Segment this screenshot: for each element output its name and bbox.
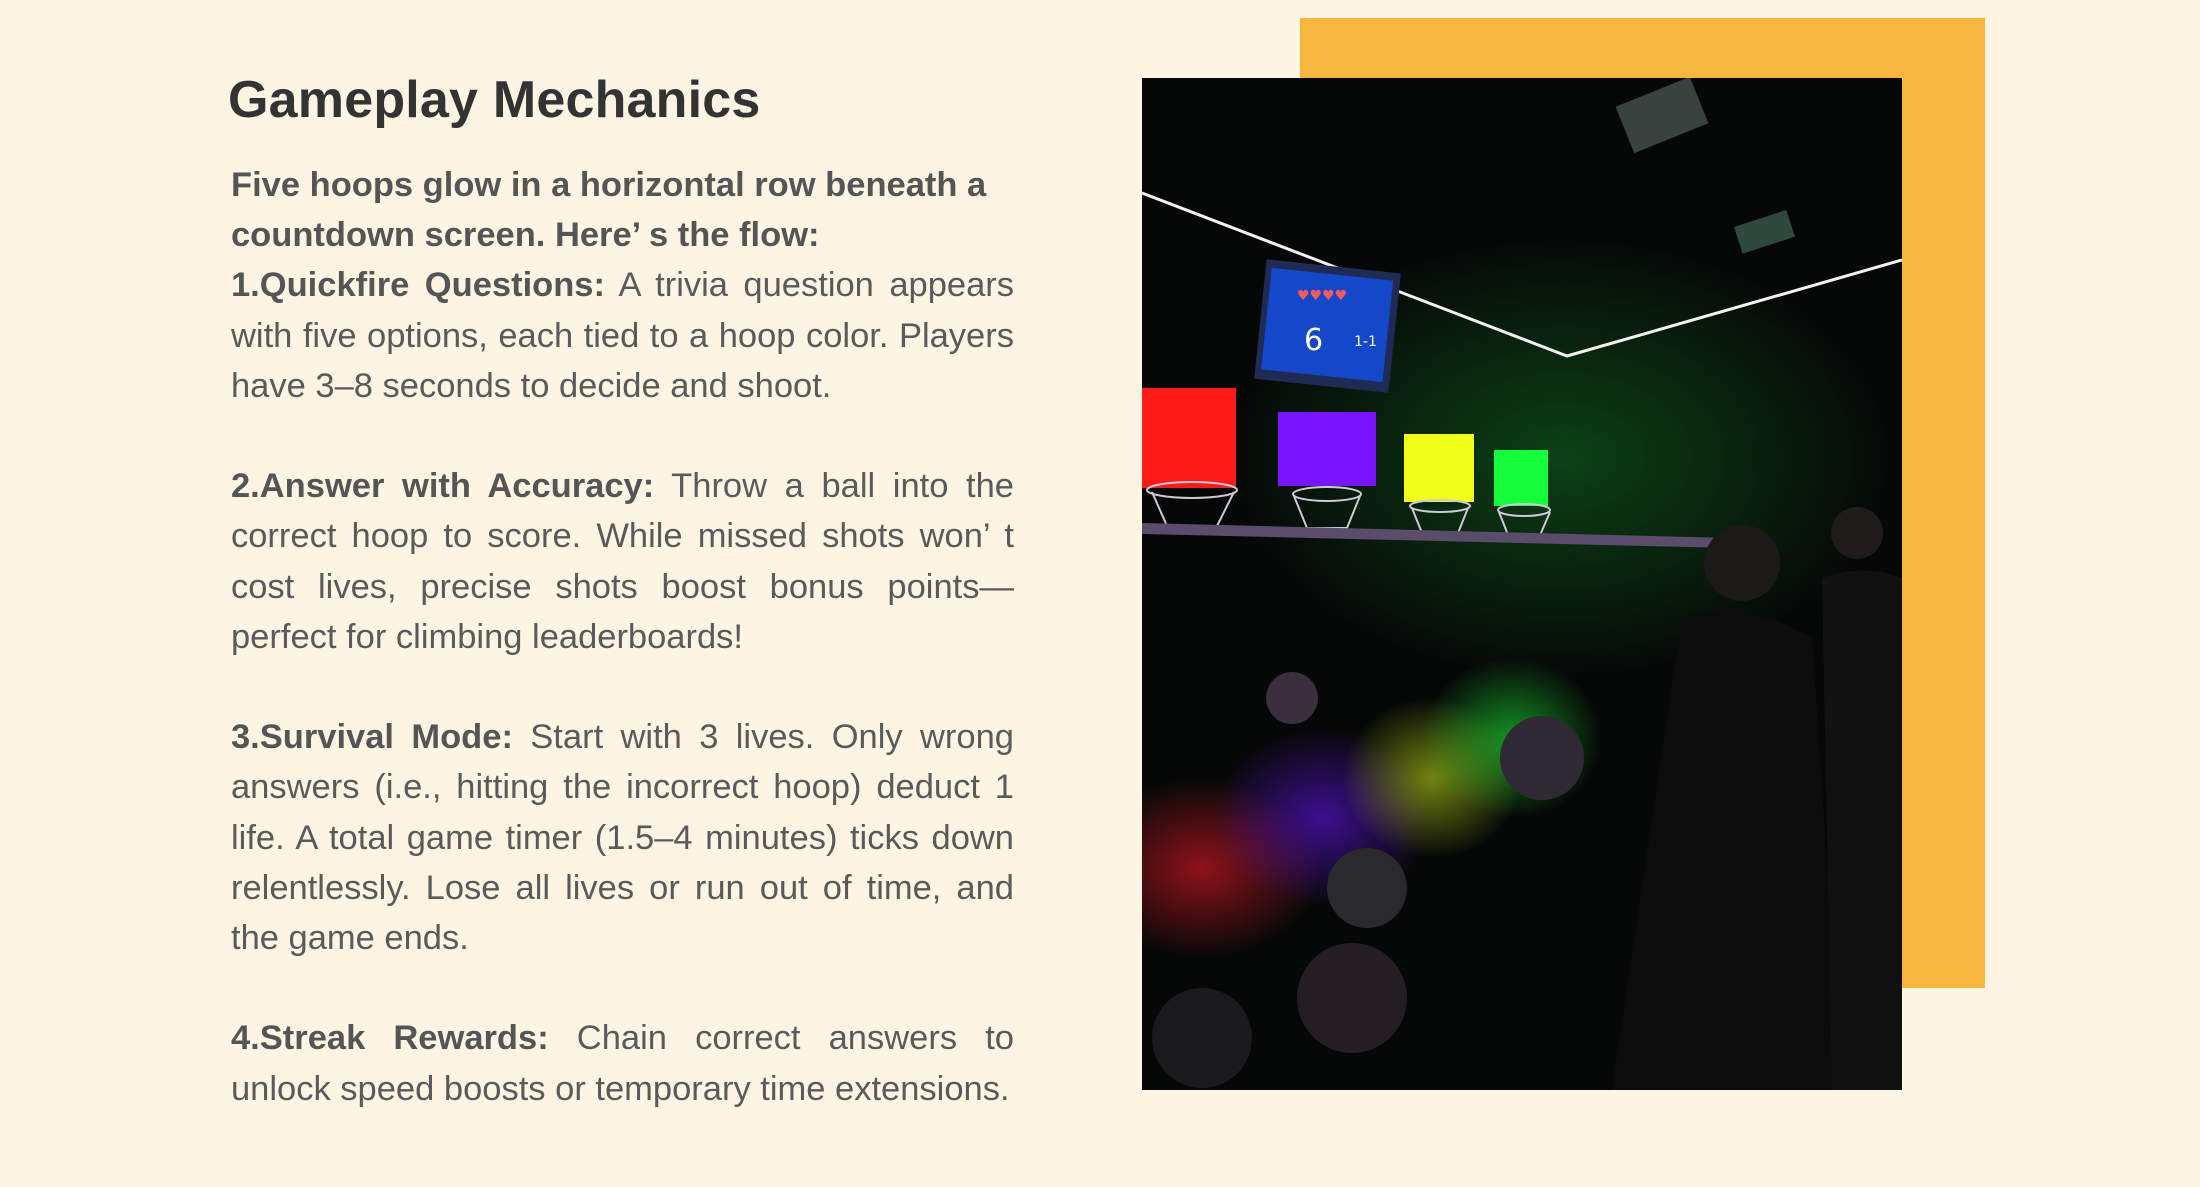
hoop-red	[1142, 388, 1236, 488]
scoreboard-right: 1-1	[1354, 334, 1377, 350]
mechanic-label: 4.Streak Rewards:	[231, 1019, 549, 1058]
mechanic-text: Start with 3 lives. Only wrong answers (i.e., hitting the incorrect hoop) deduct 1 life. A total game timer (1.5–4 minutes) ticks down relentlessly. Lose all lives or run out of time, and the game ends.	[231, 718, 1014, 958]
intro-text: Five hoops glow in a horizontal row beneath a countdown screen. Here’ s the flow:	[231, 166, 987, 255]
body-text	[231, 160, 1014, 1114]
scoreboard	[1254, 259, 1401, 392]
mechanic-item-3	[231, 712, 1014, 963]
mechanic-item-1	[231, 260, 1014, 411]
mechanic-label: 2.Answer with Accuracy:	[231, 467, 655, 506]
mechanic-text: Chain correct answers to unlock speed boosts or temporary time extensions.	[231, 1019, 1014, 1108]
mechanic-text: A trivia question appears with five options, each tied to a hoop color. Players have 3–8 seconds to decide and shoot.	[231, 266, 1014, 405]
mechanic-label: 3.Survival Mode:	[231, 718, 513, 757]
hoop-yellow	[1404, 434, 1474, 502]
game-room-photo	[1142, 78, 1902, 1090]
photo-illustration	[1142, 78, 1902, 1090]
hoop-purple	[1278, 412, 1376, 486]
mechanic-text: Throw a ball into the correct hoop to score. While missed shots won’ t cost lives, precise shots boost bonus points—perfect for climbing leaderboards!	[231, 467, 1014, 656]
hoop-green	[1494, 450, 1548, 506]
svg-text:♥♥♥♥: ♥♥♥♥	[1297, 288, 1348, 304]
scoreboard-score: 6	[1304, 323, 1324, 358]
mechanic-item-2	[231, 461, 1014, 662]
mechanic-label: 1.Quickfire Questions:	[231, 266, 605, 305]
page-title: Gameplay Mechanics	[228, 71, 761, 129]
mechanic-item-4	[231, 1013, 1014, 1113]
